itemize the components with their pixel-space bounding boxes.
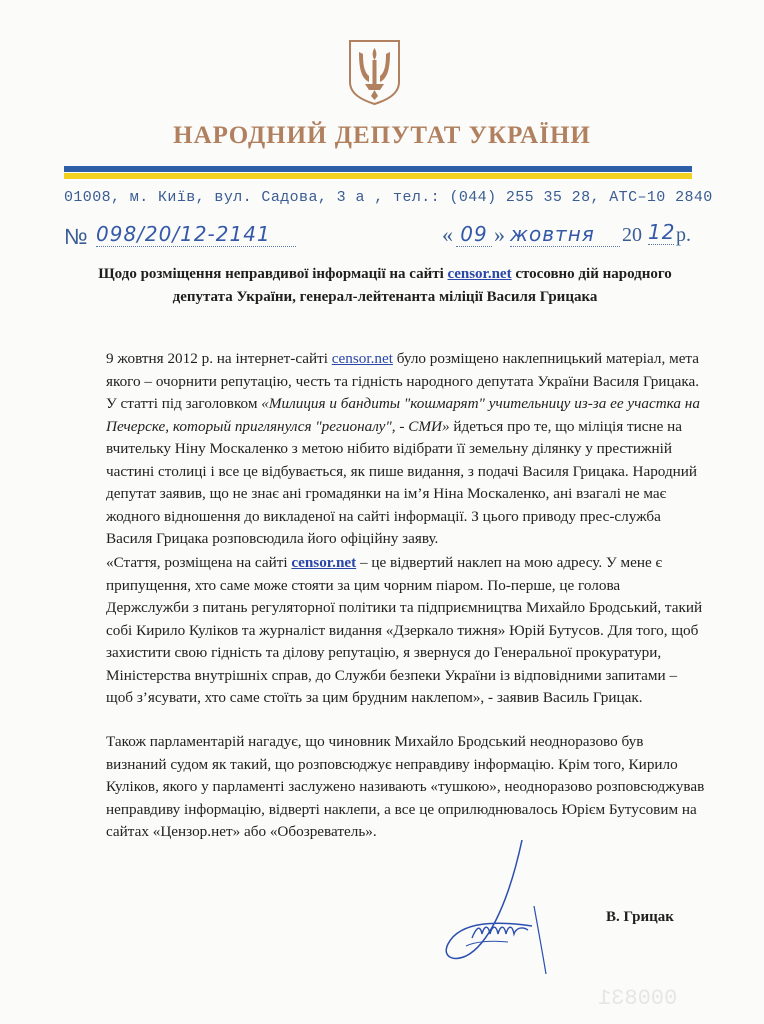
flag-stripe-yellow — [64, 173, 692, 179]
reference-number: 098/20/12-2141 — [96, 222, 296, 247]
flag-stripe-blue — [64, 166, 692, 172]
letter-subject — [70, 263, 700, 309]
body-paragraph-1 — [106, 348, 706, 551]
date-year-prefix: 20 — [622, 224, 642, 246]
handwritten-signature — [438, 838, 558, 978]
signer-name: В. Грицак — [606, 909, 674, 925]
p1-article-title: «Милиция и бандиты "кошмарят" учительницу из-за ее участка на Печерске, который приглянулся "регионалу", - СМИ» — [106, 395, 700, 435]
body-paragraph-3: Також парламентарій нагадує, що чиновник Михайло Бродський неодноразово був визнаний судом як такий, що розповсюджує неправдиву інформацію. Крім того, Кирило Куліков, якого у парламенті заслужено називають «тушкою», неодноразово розповсюджував неправдиву інформацію, відверті наклепи, а все це оприлюднювалось Юрієм Бутусовим на сайтах «Цензор.нет» або «Обозреватель». — [106, 733, 705, 840]
office-address: 01008, м. Київ, вул. Садова, 3 а , тел.: (044) 255 35 28, АТС–10 2840 — [64, 189, 713, 206]
date-year-suffix: 12 — [648, 220, 676, 244]
subject-text-2: стосовно дій народного депутата України, генерал-лейтенанта міліції Василя Грицака — [172, 266, 672, 305]
p1-text-c: йдеться про те, що міліція тисне на вчительку Ніну Москаленко з метою нібито відібрати її земельну ділянку у престижній частині столиці і все це відбувається, як пише видання, з подачі Василя Грицака. Народний депутат заявив, що не знає ані громадянки на ім’я Ніна Москаленко, ані взагалі не має жодного відношення до викладеної на сайті інформації. З цього приводу прес-служба Василя Грицака розповсюдила його офіційну заяву. — [106, 417, 698, 547]
stamp-number: 000831 — [598, 986, 678, 1011]
p2-text-a: «Стаття, розміщена на сайті — [106, 554, 292, 571]
date-day: 09 — [456, 222, 492, 247]
trident-emblem-icon — [347, 38, 402, 106]
p1-text-b: було розміщено наклепницький матеріал, мета якого – очорнити репутацію, честь та гідність народного депутата України Василя Грицака. У статті під заголовком — [106, 350, 700, 412]
body-paragraph-2 — [106, 552, 706, 710]
p1-text-a: 9 жовтня 2012 р. на інтернет-сайті — [106, 350, 332, 367]
p2-link-censor-net[interactable]: censor.net — [291, 554, 357, 571]
org-title: НАРОДНИЙ ДЕПУТАТ УКРАЇНИ — [173, 122, 591, 149]
reference-row — [64, 220, 704, 254]
p1-link-censor-net[interactable]: censor.net — [331, 350, 393, 367]
date-year-unit: р. — [676, 224, 691, 246]
subject-text-1: Щодо розміщення неправдивої інформації на сайті — [98, 266, 448, 282]
p2-text-b: – це відвертий наклеп на мою адресу. У мене є припущення, хто саме може стояти за цим чорним піаром. По-перше, це голова Держслужби з питань регуляторної політики та підприємництва Михайло Бродський, такий собі Кирило Куліков та журналіст видання «Дзеркало тижня» Юрій Бутусов. Для того, щоб захистити свою гідність та ділову репутацію, я звернуся до Генеральної прокуратури, Міністерства внутрішніх справ, до Служби безпеки України із відповідними запитами – щоб з’ясувати, хто саме стоїть за цим брудним наклепом», - заявив Василь Грицак. — [106, 554, 703, 706]
date-open-quote: « — [442, 222, 453, 247]
reference-number-label: № — [64, 224, 88, 249]
date-month: жовтня — [510, 222, 620, 247]
subject-link-censor-net[interactable]: censor.net — [447, 266, 512, 282]
date-close-quote: » — [494, 222, 505, 247]
